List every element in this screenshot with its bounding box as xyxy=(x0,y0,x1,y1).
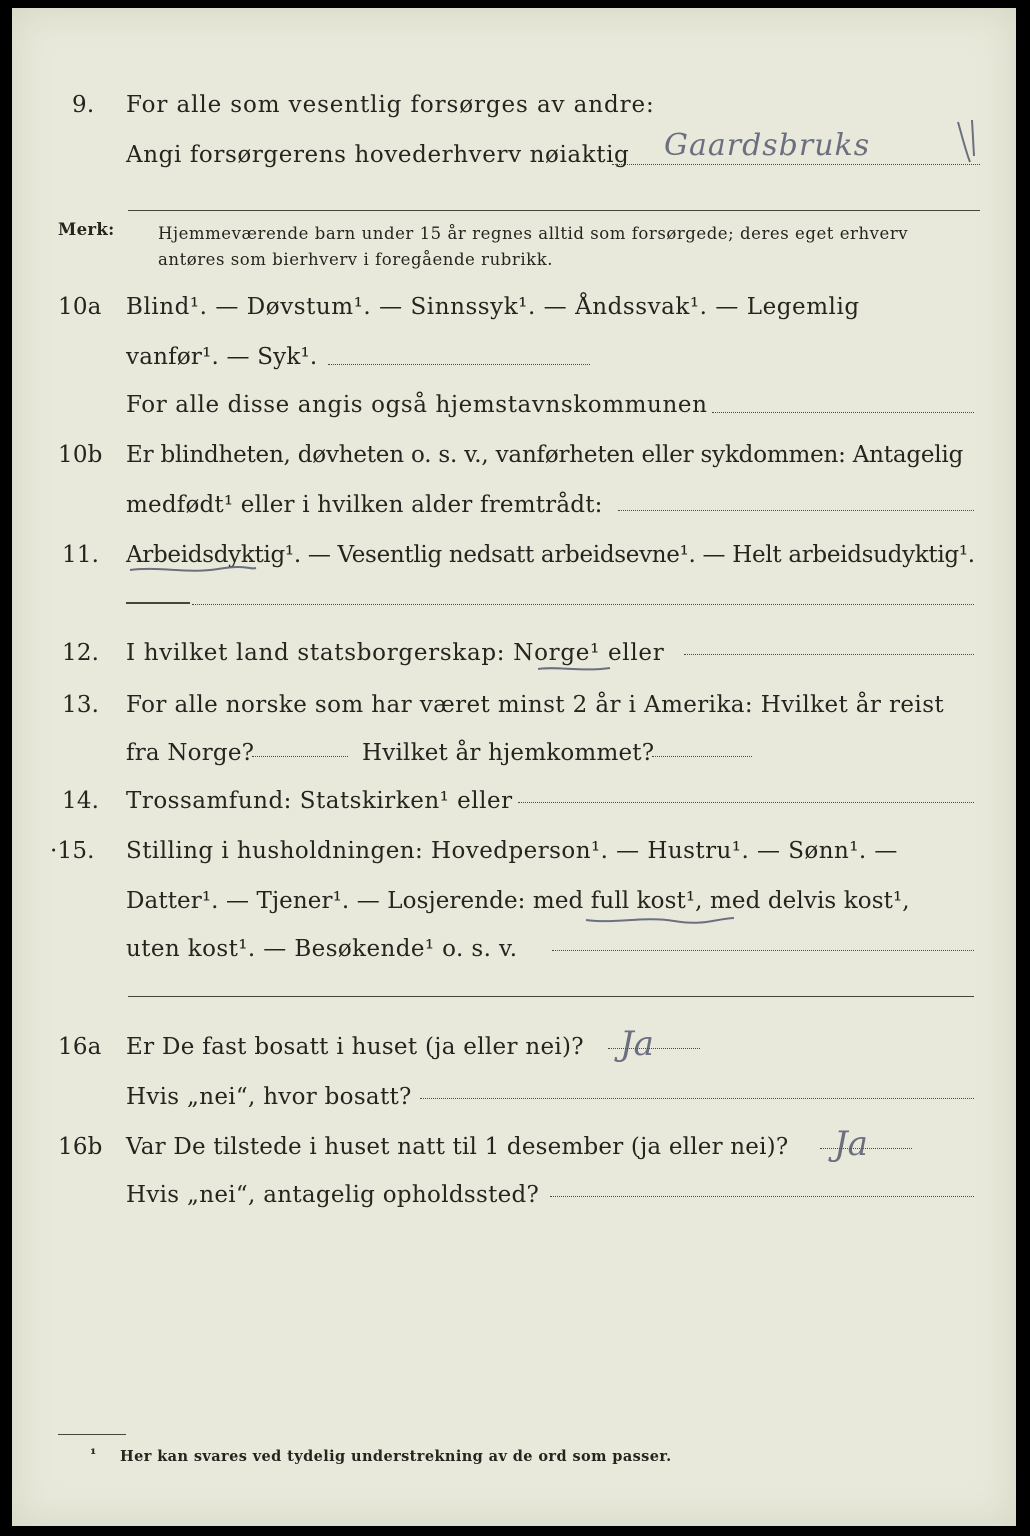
q11-underline-mark xyxy=(128,564,258,576)
q9-handwritten-mark xyxy=(952,116,982,166)
q16b-answer-line[interactable] xyxy=(820,1148,912,1149)
q12-line1: I hvilket land statsborgerskap: Norge¹ eller xyxy=(126,640,665,666)
q11-short-rule xyxy=(126,602,190,604)
q15-line3: uten kost¹. — Besøkende¹ o. s. v. xyxy=(126,936,518,962)
q16b-location-line[interactable] xyxy=(550,1196,974,1197)
q15-number: ·15. xyxy=(50,838,95,864)
q16a-line2: Hvis „nei“, hvor bosatt? xyxy=(126,1084,412,1110)
q13-number: 13. xyxy=(62,692,100,718)
q12-number: 12. xyxy=(62,640,100,666)
footnote-mark: ¹ xyxy=(90,1446,97,1463)
q14-line1: Trossamfund: Statskirken¹ eller xyxy=(126,788,513,814)
q11-number: 11. xyxy=(62,542,100,568)
q10a-line1: Blind¹. — Døvstum¹. — Sinnssyk¹. — Åndssvak¹. — Legemlig xyxy=(126,294,860,320)
q15-line1: Stilling i husholdningen: Hovedperson¹. — Hustru¹. — Sønn¹. — xyxy=(126,838,898,864)
q16b-line1: Var De tilstede i huset natt til 1 desember (ja eller nei)? xyxy=(126,1134,789,1160)
q11-answer-line[interactable] xyxy=(192,604,974,605)
q12-underline-mark xyxy=(536,664,612,674)
footnote-rule xyxy=(58,1434,126,1435)
q11-line1: Arbeidsdyktig¹. — Vesentlig nedsatt arbeidsevne¹. — Helt arbeidsudyktig¹. xyxy=(126,542,975,568)
q9-handwritten-answer: Gaardsbruks xyxy=(664,128,871,163)
q10a-line3: For alle disse angis også hjemstavnskommunen xyxy=(126,392,708,418)
q16b-handwritten-answer: Ja xyxy=(834,1124,868,1164)
q13-line2a: fra Norge? xyxy=(126,740,255,766)
q16b-number: 16b xyxy=(58,1134,103,1160)
merk-line1: Hjemmeværende barn under 15 år regnes alltid som forsørgede; deres eget erhverv xyxy=(158,224,909,243)
q15-line2: Datter¹. — Tjener¹. — Losjerende: med full kost¹, med delvis kost¹, xyxy=(126,888,910,914)
q10a-number: 10a xyxy=(58,294,102,320)
q12-answer-line[interactable] xyxy=(684,654,974,655)
merk-label: Merk: xyxy=(58,220,115,239)
census-form-page xyxy=(12,8,1016,1526)
q10a-line2: vanfør¹. — Syk¹. xyxy=(126,344,318,370)
q10a-answer-line[interactable] xyxy=(328,364,590,365)
q16a-answer-line[interactable] xyxy=(608,1048,700,1049)
q9-answer-line[interactable] xyxy=(612,164,980,165)
q13-line2b: Hvilket år hjemkommet? xyxy=(362,740,655,766)
q10a-home-municipality-line[interactable] xyxy=(712,412,974,413)
q15-answer-line[interactable] xyxy=(552,950,974,951)
q16a-where-line[interactable] xyxy=(420,1098,974,1099)
q15-extra-line xyxy=(128,996,974,997)
q16a-handwritten-answer: Ja xyxy=(620,1024,654,1064)
q16b-line2: Hvis „nei“, antagelig opholdssted? xyxy=(126,1182,540,1208)
q14-number: 14. xyxy=(62,788,100,814)
q10b-number: 10b xyxy=(58,442,103,468)
q13-year-left-line[interactable] xyxy=(252,756,348,757)
q9-number: 9. xyxy=(72,92,95,118)
merk-line2: antøres som bierhverv i foregående rubrikk. xyxy=(158,250,554,269)
q16a-line1: Er De fast bosatt i huset (ja eller nei)? xyxy=(126,1034,584,1060)
q16a-number: 16a xyxy=(58,1034,102,1060)
footnote-text: Her kan svares ved tydelig understrekning av de ord som passer. xyxy=(120,1448,672,1465)
q13-line1: For alle norske som har været minst 2 år i Amerika: Hvilket år reist xyxy=(126,692,945,718)
q10b-line2: medfødt¹ eller i hvilken alder fremtrådt: xyxy=(126,492,603,518)
q9-line1: For alle som vesentlig forsørges av andre: xyxy=(126,92,655,118)
q15-underline-mark xyxy=(584,912,736,926)
q9-extra-line xyxy=(128,210,980,211)
q9-line2: Angi forsørgerens hovederhverv nøiaktig xyxy=(126,142,630,168)
q13-year-returned-line[interactable] xyxy=(652,756,752,757)
q10b-answer-line[interactable] xyxy=(618,510,974,511)
q14-answer-line[interactable] xyxy=(518,802,974,803)
q10b-line1: Er blindheten, døvheten o. s. v., vanførheten eller sykdommen: Antagelig xyxy=(126,442,964,468)
